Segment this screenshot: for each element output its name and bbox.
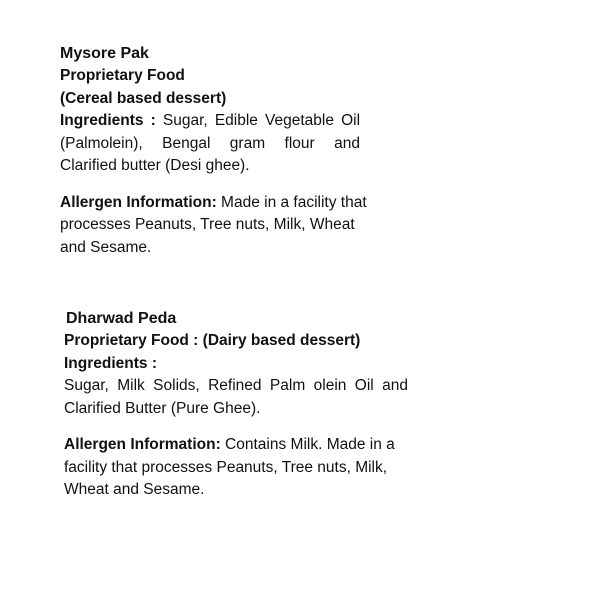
ingredients-label: Ingredients :	[64, 354, 158, 372]
product-category: Proprietary Food	[60, 67, 185, 84]
spacer	[60, 178, 542, 192]
ingredients-label: Ingredients :	[60, 112, 156, 129]
product-block-mysore-pak	[60, 42, 542, 259]
product-descriptor: (Cereal based dessert)	[60, 89, 227, 107]
product-title: Dharwad Peda	[66, 310, 177, 327]
allergen-label: Allergen Information:	[64, 436, 221, 453]
allergen-label: Allergen Information:	[60, 193, 217, 211]
allergen-paragraph	[64, 434, 424, 502]
allergen-text: Made in a facility that processes Peanuts, Tree nuts, Milk, Wheat and Sesame.	[60, 193, 367, 256]
product-title: Mysore Pak	[60, 45, 149, 62]
allergen-paragraph	[60, 192, 370, 260]
ingredients-paragraph	[60, 110, 360, 178]
allergen-text: Contains Milk. Made in a facility that processes Peanuts, Tree nuts, Milk, Wheat and Sesame.	[64, 436, 395, 498]
ingredients-text: Sugar, Edible Vegetable Oil (Palmolein), Bengal gram flour and Clarified butter (Desi ghee).	[60, 112, 361, 174]
ingredients-text: Sugar, Milk Solids, Refined Palm olein Oil and Clarified Butter (Pure Ghee).	[64, 377, 408, 417]
spacer	[60, 420, 542, 434]
product-block-dharwad-peda	[60, 307, 542, 502]
product-category: Proprietary Food : (Dairy based dessert)	[64, 332, 361, 349]
